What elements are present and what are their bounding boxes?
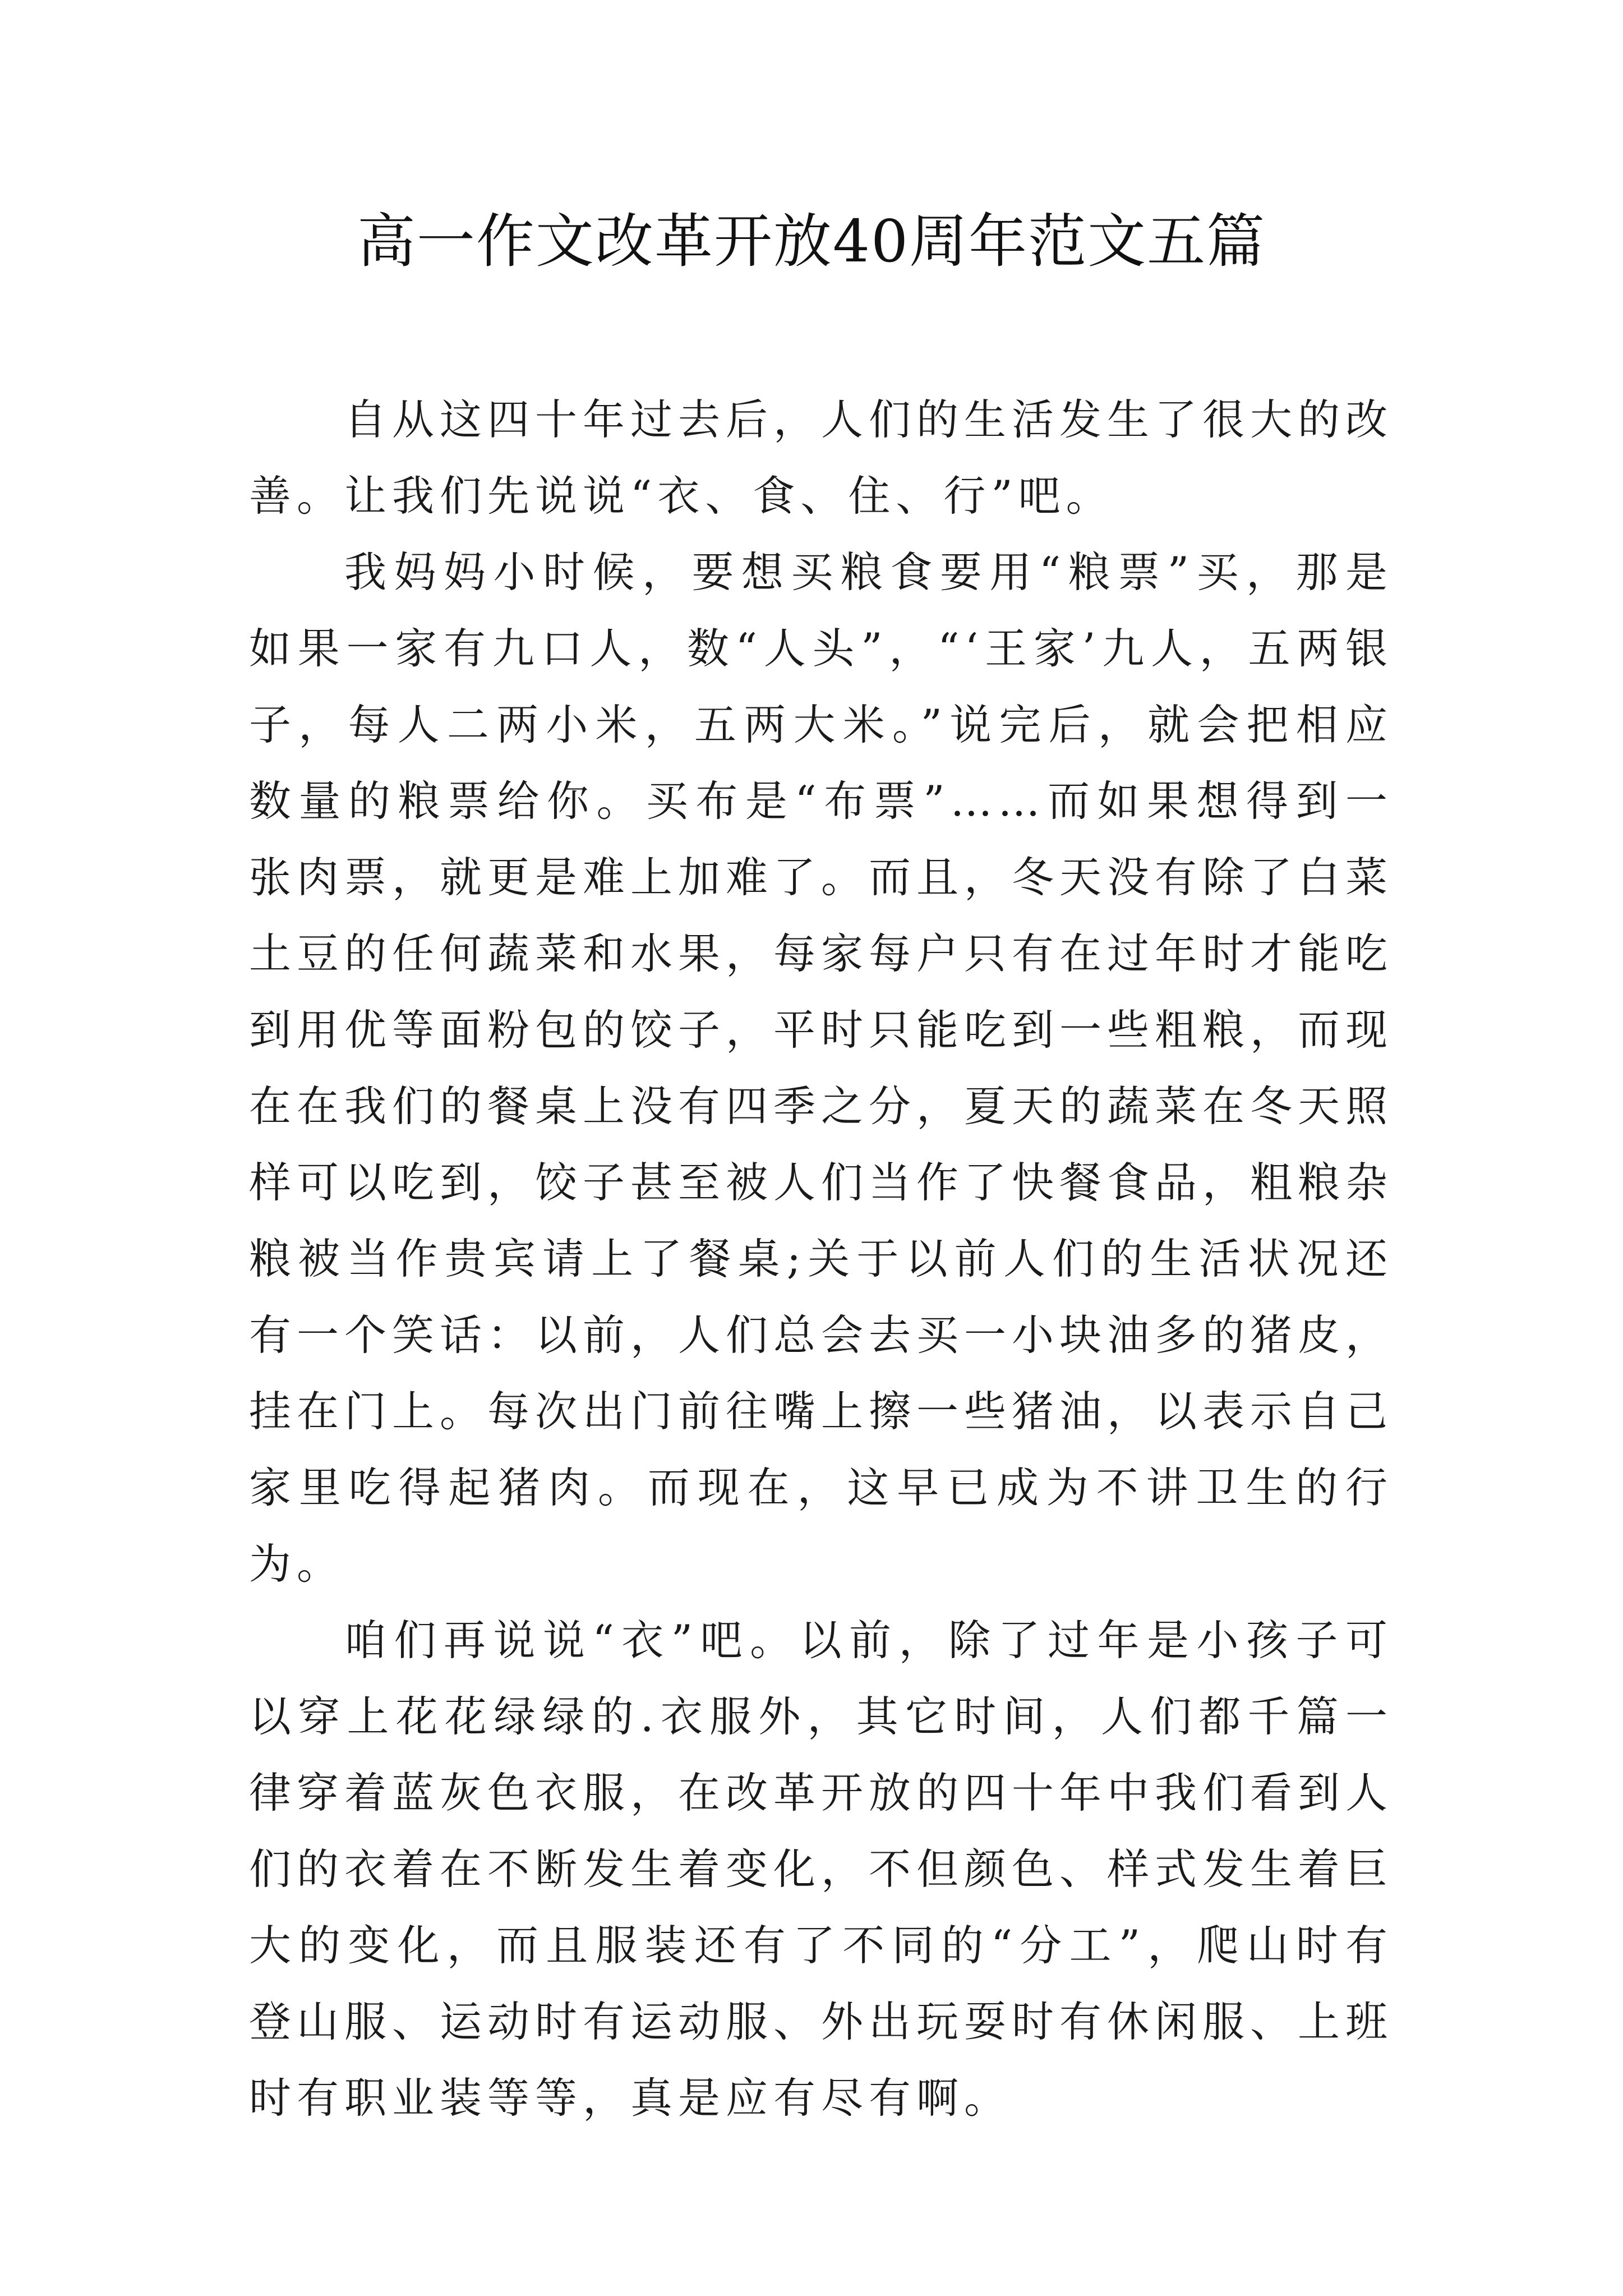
paragraph-food: 我妈妈小时候，要想买粮食要用“粮票”买，那是如果一家有九口人，数“人头”，“‘王家’九人，五两银子，每人二两小米，五两大米。”说完后，就会把相应数量的粮票给你。买布是“布票”……而如果想得到一张肉票，就更是难上加难了。而且，冬天没有除了白菜土豆的任何蔬菜和水果，每家每户只有在过年时才能吃到用优等面粉包的饺子，平时只能吃到一些粗粮，而现在在我们的餐桌上没有四季之分，夏天的蔬菜在冬天照样可以吃到，饺子甚至被人们当作了快餐食品，粗粮杂粮被当作贵宾请上了餐桌;关于以前人们的生活状况还有一个笑话：以前，人们总会去买一小块油多的猪皮，挂在门上。每次出门前往嘴上擦一些猪油，以表示自己家里吃得起猪肉。而现在，这早已成为不讲卫生的行为。 <box>249 547 1394 1589</box>
paragraph-intro: 自从这四十年过去后，人们的生活发生了很大的改善。让我们先说说“衣、食、住、行”吧。 <box>249 395 1394 521</box>
document-body <box>249 381 1393 2136</box>
paragraph-clothing: 咱们再说说“衣”吧。以前，除了过年是小孩子可以穿上花花绿绿的.衣服外，其它时间，人们都千篇一律穿着蓝灰色衣服，在改革开放的四十年中我们看到人们的衣着在不断发生着变化，不但颜色、样式发生着巨大的变化，而且服装还有了不同的“分工”，爬山时有登山服、运动时有运动服、外出玩耍时有休闲服、上班时有职业装等等，真是应有尽有啊。 <box>249 1616 1394 2123</box>
document-title: 高一作文改革开放40周年范文五篇 <box>357 207 1266 275</box>
